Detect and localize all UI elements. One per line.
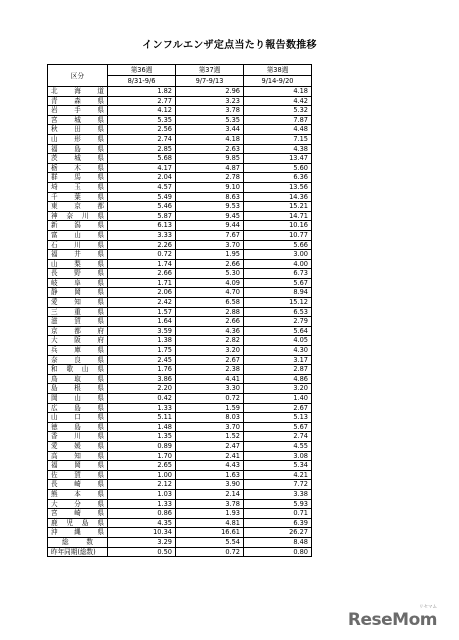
total-label: 総数: [48, 537, 108, 547]
week-value: 1.95: [176, 250, 244, 260]
week-value: 2.42: [108, 298, 176, 308]
week-value: 2.85: [108, 144, 176, 154]
week-value: 1.64: [108, 317, 176, 327]
week-value: 1.48: [108, 422, 176, 432]
week-value: 3.70: [176, 422, 244, 432]
table-row: [48, 173, 312, 183]
week-value: 6.39: [244, 518, 312, 528]
week-value: 2.79: [244, 317, 312, 327]
table-row: [48, 298, 312, 308]
table-row: [48, 288, 312, 298]
week-value: 3.38: [244, 489, 312, 499]
week-value: 2.38: [176, 365, 244, 375]
week-value: 4.35: [108, 518, 176, 528]
region-name: 長崎県: [48, 480, 108, 490]
table-row: [48, 221, 312, 231]
week-value: 5.32: [244, 106, 312, 116]
week-value: 2.82: [176, 336, 244, 346]
region-name: 兵庫県: [48, 346, 108, 356]
week-value: 10.77: [244, 230, 312, 240]
week-value: 15.12: [244, 298, 312, 308]
table-row: [48, 432, 312, 442]
region-name: 新潟県: [48, 221, 108, 231]
week-value: 1.74: [108, 259, 176, 269]
week-value: 2.67: [244, 403, 312, 413]
region-name: 島根県: [48, 384, 108, 394]
week-value: 8.03: [176, 413, 244, 423]
table-row: [48, 489, 312, 499]
header-week-row: [48, 65, 312, 76]
region-name: 奈良県: [48, 355, 108, 365]
total-value: 5.54: [176, 537, 244, 547]
table-row: [48, 441, 312, 451]
week-value: 6.36: [244, 173, 312, 183]
week-value: 2.87: [244, 365, 312, 375]
table-row: [48, 134, 312, 144]
week-value: 7.15: [244, 134, 312, 144]
week-value: 1.52: [176, 432, 244, 442]
week-value: 3.00: [244, 250, 312, 260]
region-name: 福岡県: [48, 461, 108, 471]
table-row: [48, 528, 312, 538]
week-value: 7.67: [176, 230, 244, 240]
week-value: 5.11: [108, 413, 176, 423]
table-row: [48, 413, 312, 423]
resemom-logo: [347, 605, 437, 630]
week-value: 13.56: [244, 182, 312, 192]
week-value: 2.45: [108, 355, 176, 365]
week-value: 3.33: [108, 230, 176, 240]
region-name: 岩手県: [48, 106, 108, 116]
table-row: [48, 317, 312, 327]
week-value: 3.78: [176, 106, 244, 116]
week-value: 1.75: [108, 346, 176, 356]
table-row: [48, 499, 312, 509]
week-value: 1.71: [108, 278, 176, 288]
week-value: 2.06: [108, 288, 176, 298]
region-name: 宮城県: [48, 115, 108, 125]
week-value: 9.53: [176, 202, 244, 212]
table-row: [48, 269, 312, 279]
week-value: 1.57: [108, 307, 176, 317]
table-row: [48, 115, 312, 125]
region-name: 滋賀県: [48, 317, 108, 327]
week-value: 1.03: [108, 489, 176, 499]
table-row: [48, 394, 312, 404]
week-value: 2.66: [176, 259, 244, 269]
table-row: [48, 384, 312, 394]
region-name: 茨城県: [48, 154, 108, 164]
week-value: 9.44: [176, 221, 244, 231]
week-value: 5.68: [108, 154, 176, 164]
week-value: 10.16: [244, 221, 312, 231]
region-name: 富山県: [48, 230, 108, 240]
region-name: 大分県: [48, 499, 108, 509]
week-value: 2.47: [176, 441, 244, 451]
week-value: 4.00: [244, 259, 312, 269]
week-value: 3.78: [176, 499, 244, 509]
week-value: 5.93: [244, 499, 312, 509]
region-name: 岐阜県: [48, 278, 108, 288]
week-header: 第36週: [108, 65, 176, 76]
week-value: 3.70: [176, 240, 244, 250]
week-value: 3.23: [176, 96, 244, 106]
week-value: 9.10: [176, 182, 244, 192]
date-range-header: 8/31-9/6: [108, 76, 176, 87]
week-value: 5.67: [244, 278, 312, 288]
week-value: 0.86: [108, 509, 176, 519]
week-value: 8.94: [244, 288, 312, 298]
week-value: 3.86: [108, 374, 176, 384]
table-row: [48, 518, 312, 528]
week-value: 3.90: [176, 480, 244, 490]
week-value: 4.86: [244, 374, 312, 384]
region-name: 東京都: [48, 202, 108, 212]
region-name: 京都府: [48, 326, 108, 336]
table-row: [48, 480, 312, 490]
total-row: [48, 537, 312, 547]
week-value: 5.13: [244, 413, 312, 423]
week-value: 9.45: [176, 211, 244, 221]
region-name: 北海道: [48, 87, 108, 97]
week-header: 第38週: [244, 65, 312, 76]
week-value: 14.71: [244, 211, 312, 221]
week-value: 4.48: [244, 125, 312, 135]
table-row: [48, 163, 312, 173]
week-value: 5.66: [244, 240, 312, 250]
table-row: [48, 278, 312, 288]
region-name: 岡山県: [48, 394, 108, 404]
table-row: [48, 365, 312, 375]
total-value: 8.48: [244, 537, 312, 547]
region-name: 山口県: [48, 413, 108, 423]
week-value: 2.65: [108, 461, 176, 471]
week-value: 4.17: [108, 163, 176, 173]
page-title: インフルエンザ定点当たり報告数推移: [142, 40, 317, 51]
week-value: 3.44: [176, 125, 244, 135]
week-value: 4.43: [176, 461, 244, 471]
week-value: 1.82: [108, 87, 176, 97]
week-value: 16.61: [176, 528, 244, 538]
region-name: 三重県: [48, 307, 108, 317]
week-value: 3.20: [244, 384, 312, 394]
table-row: [48, 374, 312, 384]
week-value: 2.56: [108, 125, 176, 135]
table-row: [48, 403, 312, 413]
week-value: 2.88: [176, 307, 244, 317]
region-name: 香川県: [48, 432, 108, 442]
week-value: 1.70: [108, 451, 176, 461]
week-value: 6.58: [176, 298, 244, 308]
table-row: [48, 125, 312, 135]
table-row: [48, 509, 312, 519]
week-value: 5.35: [108, 115, 176, 125]
week-value: 0.72: [108, 250, 176, 260]
week-value: 4.30: [244, 346, 312, 356]
week-value: 2.14: [176, 489, 244, 499]
previous-year-value: 0.72: [176, 547, 244, 557]
region-name: 熊本県: [48, 489, 108, 499]
week-value: 5.87: [108, 211, 176, 221]
table-row: [48, 307, 312, 317]
table-row: [48, 202, 312, 212]
week-value: 26.27: [244, 528, 312, 538]
table-row: [48, 470, 312, 480]
week-value: 1.00: [108, 470, 176, 480]
week-value: 5.30: [176, 269, 244, 279]
week-value: 2.74: [108, 134, 176, 144]
week-value: 3.20: [176, 346, 244, 356]
week-value: 6.73: [244, 269, 312, 279]
week-header: 第37週: [176, 65, 244, 76]
table-row: [48, 259, 312, 269]
week-value: 6.53: [244, 307, 312, 317]
week-value: 1.76: [108, 365, 176, 375]
week-value: 4.57: [108, 182, 176, 192]
previous-year-label: 昨年同期(総数): [48, 547, 108, 557]
region-name: 大阪府: [48, 336, 108, 346]
week-value: 2.12: [108, 480, 176, 490]
week-value: 2.67: [176, 355, 244, 365]
logo-text: ReseMom: [347, 610, 437, 630]
region-name: 愛媛県: [48, 441, 108, 451]
week-value: 4.70: [176, 288, 244, 298]
region-name: 石川県: [48, 240, 108, 250]
week-value: 2.66: [108, 269, 176, 279]
region-name: 福島県: [48, 144, 108, 154]
region-name: 鹿児島県: [48, 518, 108, 528]
week-value: 4.36: [176, 326, 244, 336]
week-value: 4.42: [244, 96, 312, 106]
week-value: 8.63: [176, 192, 244, 202]
region-name: 福井県: [48, 250, 108, 260]
region-name: 山形県: [48, 134, 108, 144]
region-name: 山梨県: [48, 259, 108, 269]
week-value: 6.13: [108, 221, 176, 231]
week-value: 3.08: [244, 451, 312, 461]
region-name: 千葉県: [48, 192, 108, 202]
date-range-header: 9/14-9/20: [244, 76, 312, 87]
week-value: 4.09: [176, 278, 244, 288]
week-value: 0.89: [108, 441, 176, 451]
table-row: [48, 336, 312, 346]
logo-kana: リセマム: [419, 605, 437, 610]
week-value: 5.46: [108, 202, 176, 212]
region-name: 栃木県: [48, 163, 108, 173]
week-value: 10.34: [108, 528, 176, 538]
region-name: 長野県: [48, 269, 108, 279]
table-row: [48, 211, 312, 221]
table-row: [48, 192, 312, 202]
table-row: [48, 154, 312, 164]
date-range-header: 9/7-9/13: [176, 76, 244, 87]
week-value: 2.20: [108, 384, 176, 394]
week-value: 4.55: [244, 441, 312, 451]
table-row: [48, 422, 312, 432]
week-value: 1.59: [176, 403, 244, 413]
week-value: 1.33: [108, 403, 176, 413]
week-value: 15.21: [244, 202, 312, 212]
week-value: 4.38: [244, 144, 312, 154]
region-name: 鳥取県: [48, 374, 108, 384]
week-value: 13.47: [244, 154, 312, 164]
week-value: 3.30: [176, 384, 244, 394]
week-value: 1.93: [176, 509, 244, 519]
week-value: 5.60: [244, 163, 312, 173]
region-name: 秋田県: [48, 125, 108, 135]
table-row: [48, 461, 312, 471]
table-row: [48, 144, 312, 154]
week-value: 2.74: [244, 432, 312, 442]
region-name: 青森県: [48, 96, 108, 106]
region-header: 区分: [48, 65, 108, 87]
table-row: [48, 87, 312, 97]
week-value: 0.72: [176, 394, 244, 404]
week-value: 2.77: [108, 96, 176, 106]
region-name: 広島県: [48, 403, 108, 413]
week-value: 4.12: [108, 106, 176, 116]
week-value: 4.87: [176, 163, 244, 173]
week-value: 1.35: [108, 432, 176, 442]
week-value: 2.96: [176, 87, 244, 97]
week-value: 1.38: [108, 336, 176, 346]
table-row: [48, 96, 312, 106]
week-value: 1.63: [176, 470, 244, 480]
table-row: [48, 250, 312, 260]
table-row: [48, 240, 312, 250]
week-value: 5.67: [244, 422, 312, 432]
region-name: 和歌山県: [48, 365, 108, 375]
previous-year-value: 0.80: [244, 547, 312, 557]
week-value: 3.59: [108, 326, 176, 336]
region-name: 徳島県: [48, 422, 108, 432]
week-value: 2.26: [108, 240, 176, 250]
region-name: 佐賀県: [48, 470, 108, 480]
week-value: 4.21: [244, 470, 312, 480]
table-row: [48, 346, 312, 356]
table-row: [48, 230, 312, 240]
week-value: 2.78: [176, 173, 244, 183]
table-row: [48, 106, 312, 116]
week-value: 5.34: [244, 461, 312, 471]
week-value: 2.63: [176, 144, 244, 154]
region-name: 群馬県: [48, 173, 108, 183]
week-value: 2.41: [176, 451, 244, 461]
week-value: 2.66: [176, 317, 244, 327]
previous-year-row: [48, 547, 312, 557]
week-value: 5.35: [176, 115, 244, 125]
week-value: 4.41: [176, 374, 244, 384]
week-value: 0.42: [108, 394, 176, 404]
table-row: [48, 182, 312, 192]
table-row: [48, 355, 312, 365]
previous-year-value: 0.50: [108, 547, 176, 557]
region-name: 沖縄県: [48, 528, 108, 538]
influenza-report-table: [47, 64, 312, 557]
week-value: 5.49: [108, 192, 176, 202]
region-name: 静岡県: [48, 288, 108, 298]
region-name: 神奈川県: [48, 211, 108, 221]
week-value: 5.64: [244, 326, 312, 336]
table-row: [48, 326, 312, 336]
week-value: 4.18: [176, 134, 244, 144]
week-value: 1.40: [244, 394, 312, 404]
region-name: 埼玉県: [48, 182, 108, 192]
region-name: 宮崎県: [48, 509, 108, 519]
week-value: 1.33: [108, 499, 176, 509]
week-value: 7.72: [244, 480, 312, 490]
week-value: 4.81: [176, 518, 244, 528]
total-value: 3.29: [108, 537, 176, 547]
week-value: 2.04: [108, 173, 176, 183]
week-value: 14.36: [244, 192, 312, 202]
table-row: [48, 451, 312, 461]
region-name: 高知県: [48, 451, 108, 461]
table-body: [48, 87, 312, 538]
week-value: 7.87: [244, 115, 312, 125]
week-value: 4.05: [244, 336, 312, 346]
region-name: 愛知県: [48, 298, 108, 308]
week-value: 3.17: [244, 355, 312, 365]
week-value: 0.71: [244, 509, 312, 519]
week-value: 4.18: [244, 87, 312, 97]
week-value: 9.85: [176, 154, 244, 164]
